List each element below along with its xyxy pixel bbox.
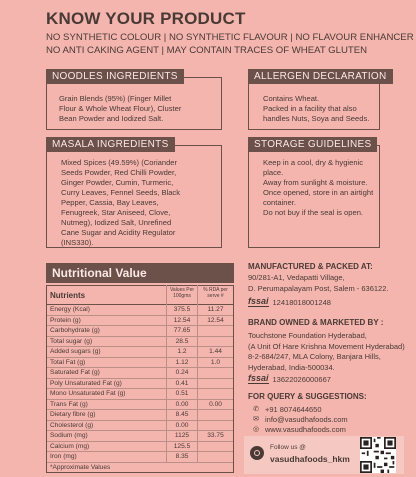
email-address[interactable]: info@vasudhafoods.com — [265, 415, 348, 424]
nutrient-value: 1.12 — [166, 358, 197, 368]
nutrient-rda — [197, 379, 233, 389]
fssai-number: 13622026000667 — [272, 374, 331, 384]
brand-address: Touchstone Foundation Hyderabad, (A Unit Of Hare Krishna Movement Hyderabad) 8-2-684/247, MLA Colony, Banjara Hills, Hyderabad, India-500034. — [248, 331, 405, 372]
brand-fssai — [248, 374, 331, 384]
nutrient-rda: 11.27 — [197, 305, 233, 315]
nutrition-row — [47, 421, 233, 432]
query-heading: FOR QUERY & SUGGESTIONS: — [248, 392, 367, 401]
nutrition-header-row — [47, 286, 233, 305]
social-handle[interactable]: vasudhafoods_hkm — [270, 454, 350, 464]
follow-label: Follow us @ — [270, 444, 306, 451]
manufactured-fssai — [248, 297, 331, 307]
masala-ingredients-box — [46, 139, 222, 248]
manufactured-address: 90/281-A1, Vedapatti Village, D. Perumapalayam Post, Salem - 636122. — [248, 273, 389, 293]
masala-ingredients-text: Mixed Spices (49.59%) (Coriander Seeds Powder, Red Chilli Powder, Ginger Powder, Cumin, Turmeric, Curry Leaves, Fennel Seeds, Black Pepper, Cassia, Bay Leaves, Fenugreek, Star Aniseed, Clove, Nutmeg), Iodized Salt, Unrefined Cane Sugar and Acidity Regulator (INS330). — [61, 158, 181, 247]
brand-heading: BRAND OWNED & MARKETED BY : — [248, 318, 384, 327]
phone-number[interactable]: +91 8074644650 — [265, 405, 322, 414]
storage-box — [248, 139, 380, 248]
noodles-ingredients-box — [46, 71, 222, 130]
nutrient-rda — [197, 421, 233, 431]
phone-contact — [252, 405, 322, 414]
nutrition-row — [47, 368, 233, 379]
nutrient-rda — [197, 389, 233, 399]
nutrient-name: Energy (Kcal) — [50, 306, 90, 314]
nutrient-rda — [197, 326, 233, 336]
allergen-heading: ALLERGEN DECLARATION — [248, 69, 393, 84]
qr-code-icon[interactable] — [360, 437, 396, 473]
nutrient-name: Trans Fat (g) — [50, 400, 88, 408]
nutrient-value: 0.00 — [166, 421, 197, 431]
claim-line: NO ANTI CAKING AGENT | MAY CONTAIN TRACES OF WHEAT GLUTEN — [46, 44, 368, 56]
masala-ingredients-heading: MASALA INGREDIENTS — [46, 137, 175, 152]
website-contact — [252, 425, 346, 434]
nutrient-rda: 1.44 — [197, 347, 233, 357]
nutrition-footnote: *Approximate Values — [50, 463, 111, 471]
allergen-text: Contains Wheat. Packed in a facility that also handles Nuts, Soya and Seeds. — [263, 94, 370, 123]
nutrition-row — [47, 347, 233, 358]
nutrient-value: 77.65 — [166, 326, 197, 336]
fssai-number: 12418018001248 — [272, 297, 331, 307]
nutrient-name: Sodium (mg) — [50, 432, 88, 440]
fssai-logo: fssai — [248, 373, 269, 383]
storage-heading: STORAGE GUIDELINES — [248, 137, 377, 152]
col-rda: % RDA per serve # — [197, 285, 233, 305]
nutrient-name: Protein (g) — [50, 316, 81, 324]
nutrient-value: 8.35 — [166, 452, 197, 462]
nutrient-rda: 33.75 — [197, 431, 233, 441]
nutrition-rows — [47, 305, 233, 463]
nutrient-name: Mono Unsaturated Fat (g) — [50, 390, 126, 398]
nutrition-row — [47, 410, 233, 421]
nutrition-heading: Nutritional Value — [46, 263, 234, 283]
social-footer — [244, 436, 404, 474]
nutrition-row — [47, 316, 233, 327]
nutrient-value: 28.5 — [166, 337, 197, 347]
nutrient-value: 0.41 — [166, 379, 197, 389]
nutrition-row — [47, 442, 233, 453]
globe-icon: ◎ — [252, 425, 260, 433]
nutrition-row — [47, 379, 233, 390]
nutrient-rda: 12.54 — [197, 316, 233, 326]
nutrient-name: Cholesterol (g) — [50, 421, 94, 429]
nutrient-rda — [197, 410, 233, 420]
nutrient-name: Dietary fibre (g) — [50, 411, 96, 419]
nutrient-value: 1.2 — [166, 347, 197, 357]
nutrient-value: 375.5 — [166, 305, 197, 315]
nutrient-name: Iron (mg) — [50, 453, 77, 461]
nutrition-table — [46, 285, 234, 473]
nutrient-rda — [197, 452, 233, 462]
nutrition-row — [47, 358, 233, 369]
nutrition-row — [47, 452, 233, 463]
nutrition-row — [47, 305, 233, 316]
nutrition-row — [47, 400, 233, 411]
nutrient-name: Carbohydrate (g) — [50, 327, 100, 335]
nutrient-value: 0.24 — [166, 368, 197, 378]
nutrient-value: 1125 — [166, 431, 197, 441]
nutrient-rda: 0.00 — [197, 400, 233, 410]
instagram-icon[interactable] — [250, 446, 264, 460]
email-icon: ✉ — [253, 415, 259, 423]
nutrient-name: Total Fat (g) — [50, 358, 86, 366]
website-link[interactable]: www.vasudhafoods.com — [265, 425, 346, 434]
fssai-logo: fssai — [248, 296, 269, 306]
nutrition-row — [47, 389, 233, 400]
email-contact — [252, 415, 348, 424]
nutrient-rda — [197, 368, 233, 378]
nutrient-rda — [197, 337, 233, 347]
nutrient-value: 0.51 — [166, 389, 197, 399]
nutrient-name: Poly Unsaturated Fat (g) — [50, 379, 122, 387]
nutrient-value: 12.54 — [166, 316, 197, 326]
noodles-ingredients-text: Grain Blends (95%) (Finger Millet Flour & Whole Wheat Flour), Cluster Bean Powder and Iodized Salt. — [59, 94, 182, 123]
nutrient-value: 8.45 — [166, 410, 197, 420]
storage-text: Keep in a cool, dry & hygienic place. Away from sunlight & moisture. Once opened, store in an airtight container. Do not buy if the seal is open. — [263, 158, 374, 217]
col-nutrients: Nutrients — [50, 290, 86, 300]
noodles-ingredients-heading: NOODLES INGREDIENTS — [46, 69, 184, 84]
nutrient-name: Added sugars (g) — [50, 348, 101, 356]
nutrient-rda — [197, 442, 233, 452]
allergen-box — [248, 71, 387, 130]
manufactured-heading: MANUFACTURED & PACKED AT: — [248, 262, 373, 271]
phone-icon: ✆ — [253, 405, 259, 413]
nutrition-row — [47, 326, 233, 337]
nutrition-row — [47, 337, 233, 348]
nutrient-name: Saturated Fat (g) — [50, 369, 100, 377]
claim-line: NO SYNTHETIC COLOUR | NO SYNTHETIC FLAVOUR | NO FLAVOUR ENHANCER — [46, 32, 414, 43]
product-claims — [46, 32, 414, 57]
nutrition-row — [47, 431, 233, 442]
nutrient-name: Calcium (mg) — [50, 442, 90, 450]
nutrient-rda: 1.0 — [197, 358, 233, 368]
col-values: Values Per 100gms — [166, 285, 197, 305]
page-title: KNOW YOUR PRODUCT — [46, 9, 246, 28]
nutrient-value: 0.00 — [166, 400, 197, 410]
nutrient-value: 125.5 — [166, 442, 197, 452]
nutrient-name: Total sugar (g) — [50, 337, 93, 345]
